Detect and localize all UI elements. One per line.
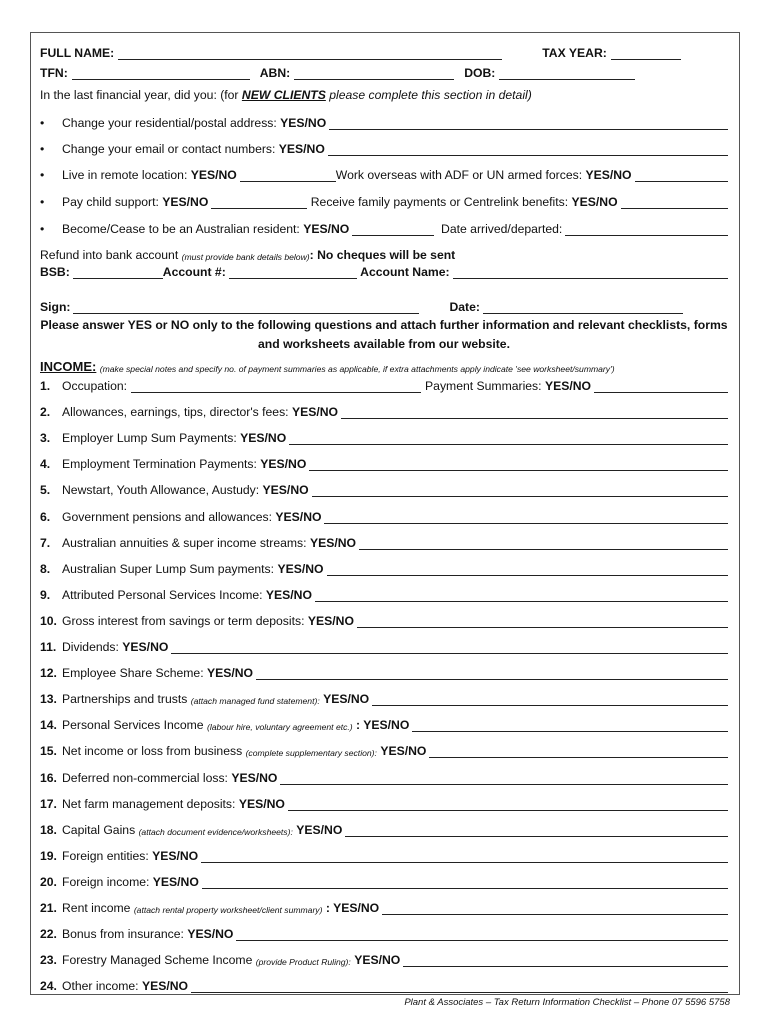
income-item-field[interactable]	[357, 617, 728, 628]
income-item	[40, 457, 728, 471]
income-item-number: 7.	[40, 536, 51, 550]
income-item-number: 8.	[40, 562, 51, 576]
income-item-number: 6.	[40, 510, 51, 524]
child-support-field[interactable]	[211, 198, 307, 209]
payment-summaries-yesno[interactable]: YES/NO	[544, 379, 591, 393]
income-item-field[interactable]	[372, 695, 728, 706]
sign-date-label: Date:	[449, 300, 480, 314]
income-item-yesno[interactable]: YES/NO	[380, 744, 427, 758]
income-item-label: Dividends:	[62, 640, 119, 654]
intro-b: please complete this section in detail)	[325, 88, 532, 102]
income-item-field[interactable]	[202, 878, 728, 889]
income-item	[40, 901, 728, 915]
income-item-number: 17.	[40, 797, 57, 811]
income-item	[40, 640, 728, 654]
income-item-yesno[interactable]: YES/NO	[240, 431, 287, 445]
refund-note: (must provide bank details below)	[181, 252, 310, 262]
income-item-field[interactable]	[382, 904, 728, 915]
income-item-note: (attach document evidence/worksheets):	[138, 827, 293, 837]
income-item-field[interactable]	[256, 669, 728, 680]
instructions-line-2: and worksheets available from our website.	[258, 337, 510, 351]
income-item-yesno[interactable]: YES/NO	[262, 483, 309, 497]
footer: Plant & Associates – Tax Return Information Checklist – Phone 07 5596 5758	[404, 997, 730, 1008]
income-item	[40, 771, 728, 785]
account-label: Account #:	[162, 265, 226, 279]
income-item-label: Employee Share Scheme:	[62, 666, 204, 680]
income-item-yesno[interactable]: YES/NO	[354, 953, 401, 967]
tax-year-label: TAX YEAR:	[542, 46, 607, 60]
full-name-field[interactable]	[118, 49, 502, 60]
resident-field[interactable]	[352, 225, 434, 236]
dob-label: DOB:	[464, 66, 496, 80]
income-item-yesno[interactable]: YES/NO	[309, 536, 356, 550]
income-item-yesno[interactable]: YES/NO	[152, 849, 199, 863]
income-item	[40, 823, 728, 837]
income-item-number: 1.	[40, 379, 51, 393]
resident-yesno[interactable]: YES/NO	[303, 222, 350, 236]
income-item	[40, 979, 728, 993]
income-item	[40, 510, 728, 524]
instructions-line-1: Please answer YES or NO only to the following questions and attach further information and relevant checklists, forms	[40, 318, 728, 332]
income-item-number: 2.	[40, 405, 51, 419]
remote-yesno[interactable]: YES/NO	[190, 168, 237, 182]
bsb-label: BSB:	[40, 265, 70, 279]
income-item	[40, 379, 728, 393]
income-item	[40, 744, 728, 758]
income-item-field[interactable]	[403, 956, 728, 967]
remote-field[interactable]	[240, 171, 336, 182]
income-item-field[interactable]	[236, 930, 728, 941]
overseas-label: Work overseas with ADF or UN armed forces:	[335, 168, 583, 182]
income-item-label: Gross interest from savings or term deposits:	[62, 614, 305, 628]
income-item-yesno[interactable]: YES/NO	[265, 588, 312, 602]
occupation-field[interactable]	[131, 382, 421, 393]
income-item-number: 3.	[40, 431, 51, 445]
income-item	[40, 405, 728, 419]
bullet-contact: • Change your email or contact numbers: YES/NO	[40, 142, 728, 156]
address-yesno[interactable]: YES/NO	[280, 116, 327, 130]
family-payments-field[interactable]	[621, 198, 728, 209]
address-label: Change your residential/postal address:	[62, 116, 277, 130]
payment-summaries-field[interactable]	[594, 382, 728, 393]
income-item-number: 13.	[40, 692, 57, 706]
income-item-label: Employment Termination Payments:	[62, 457, 257, 471]
income-item	[40, 797, 728, 811]
income-item-number: 19.	[40, 849, 57, 863]
income-item	[40, 849, 728, 863]
overseas-yesno[interactable]: YES/NO	[585, 168, 632, 182]
instructions-2	[40, 337, 728, 351]
income-item-number: 21.	[40, 901, 57, 915]
income-item-yesno[interactable]: YES/NO	[277, 562, 324, 576]
income-item-label: Employer Lump Sum Payments:	[62, 431, 237, 445]
income-item-number: 14.	[40, 718, 57, 732]
income-item-number: 11.	[40, 640, 57, 654]
resident-label: Become/Cease to be an Australian resident:	[62, 222, 300, 236]
income-item	[40, 483, 728, 497]
bullet-remote: • Live in remote location: YES/NO Work overseas with ADF or UN armed forces: YES/NO	[40, 168, 728, 182]
income-item-note: (attach rental property worksheet/client summary)	[133, 905, 323, 915]
dob-field[interactable]	[499, 69, 635, 80]
income-item-label: Capital Gains	[62, 823, 136, 837]
full-name-row	[40, 46, 728, 60]
income-item-field[interactable]	[191, 982, 728, 993]
income-item	[40, 588, 728, 602]
income-item-field[interactable]	[312, 486, 728, 497]
income-item	[40, 431, 728, 445]
income-item-field[interactable]	[289, 434, 728, 445]
account-field[interactable]	[229, 268, 357, 279]
refund-label: Refund into bank account	[40, 248, 179, 262]
income-item-note: (complete supplementary section):	[245, 748, 377, 758]
income-item-label: Bonus from insurance:	[62, 927, 184, 941]
sign-label: Sign:	[40, 300, 71, 314]
income-item-label: Newstart, Youth Allowance, Austudy:	[62, 483, 260, 497]
refund-row	[40, 248, 728, 262]
income-item-field[interactable]	[359, 539, 728, 550]
sign-date-field[interactable]	[483, 303, 683, 314]
income-item-label: Partnerships and trusts	[62, 692, 188, 706]
income-item	[40, 666, 728, 680]
income-item	[40, 718, 728, 732]
income-item-field[interactable]	[280, 774, 728, 785]
income-item-field[interactable]	[324, 513, 728, 524]
income-item-label: Australian annuities & super income streams:	[62, 536, 307, 550]
income-item-number: 4.	[40, 457, 51, 471]
income-item-yesno[interactable]: YES/NO	[296, 823, 343, 837]
income-item-field[interactable]	[429, 747, 728, 758]
tfn-row	[40, 66, 728, 80]
income-item	[40, 953, 728, 967]
income-item-yesno[interactable]: YES/NO	[152, 875, 199, 889]
tfn-label: TFN:	[40, 66, 68, 80]
income-item-note: (attach managed fund statement):	[190, 696, 320, 706]
income-item-label: Australian Super Lump Sum payments:	[62, 562, 275, 576]
income-item-field[interactable]	[288, 800, 728, 811]
income-item-number: 22.	[40, 927, 57, 941]
income-item-yesno[interactable]: YES/NO	[187, 927, 234, 941]
income-item-number: 23.	[40, 953, 57, 967]
income-item-label: Net farm management deposits:	[62, 797, 236, 811]
contact-yesno[interactable]: YES/NO	[278, 142, 325, 156]
bullet-address: • Change your residential/postal address: YES/NO	[40, 116, 728, 130]
income-item-yesno[interactable]: YES/NO	[260, 457, 307, 471]
abn-label: ABN:	[259, 66, 291, 80]
income-item-yesno[interactable]: YES/NO	[122, 640, 169, 654]
instructions-1	[40, 318, 728, 332]
income-item-yesno[interactable]: YES/NO	[323, 692, 370, 706]
income-item-field[interactable]	[315, 591, 728, 602]
address-field[interactable]	[329, 119, 728, 130]
overseas-field[interactable]	[635, 171, 728, 182]
income-item-field[interactable]	[327, 565, 729, 576]
child-support-yesno[interactable]: YES/NO	[162, 195, 209, 209]
income-item-label: Allowances, earnings, tips, director's fees:	[62, 405, 289, 419]
income-item-label: Foreign entities:	[62, 849, 149, 863]
income-item-label: Other income:	[62, 979, 139, 993]
income-item-number: 20.	[40, 875, 57, 889]
income-item-number: 18.	[40, 823, 57, 837]
income-item-label: Net income or loss from business	[62, 744, 243, 758]
intro-a: In the last financial year, did you: (for	[40, 88, 242, 102]
account-name-field[interactable]	[453, 268, 728, 279]
income-item-field[interactable]	[171, 643, 728, 654]
income-item-number: 9.	[40, 588, 51, 602]
income-item-yesno[interactable]: : YES/NO	[325, 901, 380, 915]
abn-field[interactable]	[294, 69, 454, 80]
family-payments-label: Receive family payments or Centrelink benefits:	[310, 195, 569, 209]
bullet-child-support: • Pay child support: YES/NO Receive family payments or Centrelink benefits: YES/NO	[40, 195, 728, 209]
income-item-yesno[interactable]: YES/NO	[231, 771, 278, 785]
family-payments-yesno[interactable]: YES/NO	[571, 195, 618, 209]
income-item-field[interactable]	[201, 852, 728, 863]
income-item-field[interactable]	[345, 826, 728, 837]
sign-row	[40, 300, 728, 314]
income-item-note: (provide Product Ruling):	[255, 957, 351, 967]
no-cheques: : No cheques will be sent	[309, 248, 456, 262]
account-name-label: Account Name:	[360, 265, 450, 279]
income-item-field[interactable]	[341, 408, 728, 419]
income-item-yesno[interactable]: YES/NO	[206, 666, 254, 680]
income-item-label: Occupation:	[62, 379, 128, 393]
income-item-yesno[interactable]: YES/NO	[238, 797, 285, 811]
income-heading: INCOME:	[40, 359, 97, 374]
income-item-yesno[interactable]: YES/NO	[275, 510, 322, 524]
income-item-number: 15.	[40, 744, 57, 758]
income-item-label: Personal Services Income	[62, 718, 204, 732]
income-item-label: Deferred non-commercial loss:	[62, 771, 228, 785]
payment-summaries-label: Payment Summaries:	[425, 379, 542, 393]
intro-text	[40, 88, 728, 102]
income-item-note: (labour hire, voluntary agreement etc.)	[206, 722, 353, 732]
income-item-number: 10.	[40, 614, 57, 628]
income-note: (make special notes and specify no. of payment summaries as applicable, if extra attachments apply indicate 'see worksheet/summary')	[99, 364, 615, 374]
tax-year-field[interactable]	[611, 49, 681, 60]
remote-label: Live in remote location:	[62, 168, 188, 182]
bank-row	[40, 265, 728, 279]
income-item-number: 16.	[40, 771, 57, 785]
income-heading-row	[40, 359, 728, 374]
income-item	[40, 562, 728, 576]
bullet-resident: • Become/Cease to be an Australian resident: YES/NO Date arrived/departed:	[40, 222, 728, 236]
income-item	[40, 536, 728, 550]
income-item-label: Forestry Managed Scheme Income	[62, 953, 253, 967]
intro-new-clients: NEW CLIENTS	[241, 88, 326, 102]
income-item	[40, 692, 728, 706]
contact-field[interactable]	[328, 145, 728, 156]
bsb-field[interactable]	[73, 268, 163, 279]
income-item-number: 24.	[40, 979, 57, 993]
income-item-yesno[interactable]: : YES/NO	[356, 718, 410, 732]
income-item	[40, 875, 728, 889]
income-item-label: Government pensions and allowances:	[62, 510, 273, 524]
child-support-label: Pay child support:	[62, 195, 159, 209]
income-item-label: Attributed Personal Services Income:	[62, 588, 263, 602]
income-item-label: Rent income	[62, 901, 131, 915]
income-item-yesno[interactable]: YES/NO	[291, 405, 338, 419]
income-item-yesno[interactable]: YES/NO	[141, 979, 188, 993]
date-arrived-field[interactable]	[565, 225, 728, 236]
income-item-number: 5.	[40, 483, 51, 497]
income-item-field[interactable]	[309, 460, 728, 471]
contact-label: Change your email or contact numbers:	[62, 142, 276, 156]
sign-field[interactable]	[73, 303, 419, 314]
date-arrived-label: Date arrived/departed:	[441, 222, 563, 236]
income-item-label: Foreign income:	[62, 875, 150, 889]
income-item-field[interactable]	[412, 721, 728, 732]
income-item	[40, 927, 728, 941]
income-item	[40, 614, 728, 628]
income-item-number: 12.	[40, 666, 57, 680]
income-item-yesno[interactable]: YES/NO	[307, 614, 354, 628]
full-name-label: FULL NAME:	[40, 46, 115, 60]
tfn-field[interactable]	[72, 69, 250, 80]
